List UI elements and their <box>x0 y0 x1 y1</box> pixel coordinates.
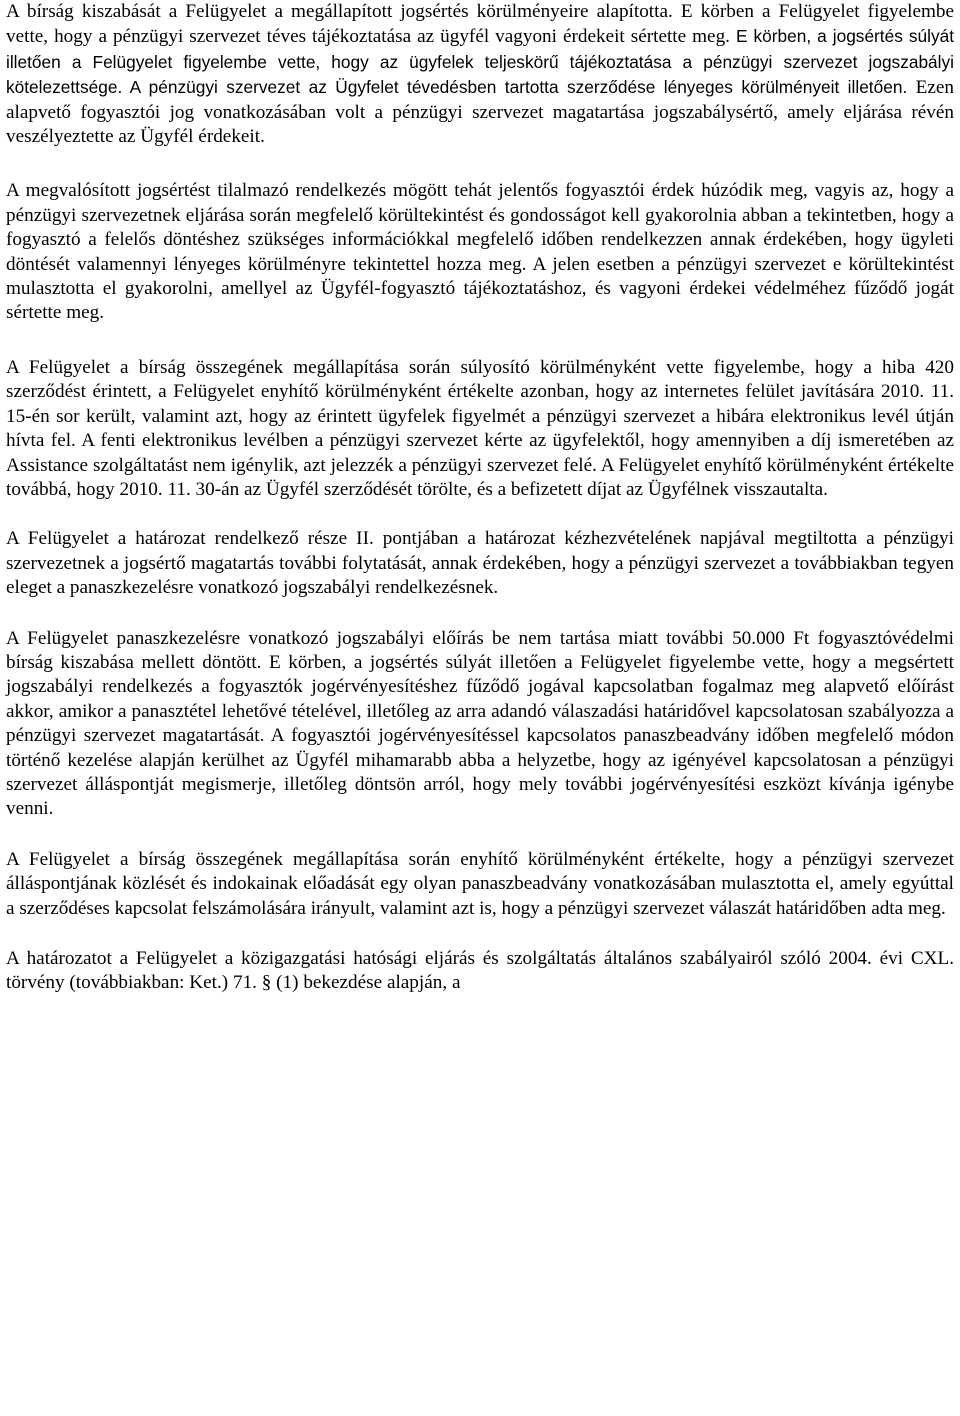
paragraph-segment: A bírság kiszabását a Felügyelet a megállapított jogsértés körülményeire alapította. E körben a Felügyelet figyelembe vette, hogy a pénzügyi szervezet téves tájékoztatása az ügyfél vagyoni érdekeit sértette meg. <box>6 1 954 48</box>
paragraph-segment: Ezen alapvető fogyasztói jog vonatkozásában volt a pénzügyi szervezet magatartása jogszabálysértő, amely eljárása révén veszélyeztette az Ügyfél érdekeit. <box>6 77 954 148</box>
paragraph-segment: A Felügyelet a bírság összegének megállapítása során enyhítő körülményként értékelte, hogy a pénzügyi szervezet álláspontjának közlését és indokainak előadását egy olyan panaszbeadvány vonatkozásában mulasztotta el, amely egyúttal a szerződéses kapcsolat felszámolására irányult, valamint azt is, hogy a pénzügyi szervezet válaszát határidőben adta meg. <box>6 848 954 919</box>
paragraph-segment: E körben, a jogsértés súlyát illetően a Felügyelet figyelembe vette, hogy az ügyfelek teljeskörű tájékoztatása a pénzügyi szervezet jogszabályi kötelezettsége. A pénzügyi szervezet az Ügyfelet tévedésben tartotta szerződése lényeges körülményeit illetően. <box>6 26 954 98</box>
paragraph-penalty-basis <box>6 0 954 149</box>
paragraph-aggravating-mitigating <box>6 356 954 502</box>
paragraph-segment: A Felügyelet panaszkezelésre vonatkozó jogszabályi előírás be nem tartása miatt további 50.000 Ft fogyasztóvédelmi bírság kiszabása mellett döntött. E körben, a jogsértés súlyát illetően a Felügyelet figyelembe vette, hogy a megsértett jogszabályi rendelkezés a fogyasztók jogérvényesítéshez fűződő jogával kapcsolatban fogalmaz meg alapvető előírást akkor, amikor a panasztétel lehetővé tételével, illetőleg az arra adandó válaszadási határidővel kapcsolatosan szabályozza a pénzügyi szervezet magatartását. A fogyasztói jogérvényesítéssel kapcsolatos panaszbeadvány időben megfelelő módon történő kezelése alapján kerülhet az Ügyfél mihamarabb abba a helyzetbe, hogy az igényével kapcsolatosan a pénzügyi szervezet álláspontját megismerje, illetőleg döntsön arról, hogy mely további jogérvényesítési eszközt kívánja igénybe venni. <box>6 627 954 820</box>
paragraph-complaint-handling-fine <box>6 627 954 822</box>
paragraph-segment: A Felügyelet a határozat rendelkező része II. pontjában a határozat kézhezvételének napjával megtiltotta a pénzügyi szervezetnek a jogsértő magatartás további folytatását, annak érdekében, hogy a pénzügyi szervezet a továbbiakban tegyen eleget a panaszkezelésre vonatkozó jogszabályi rendelkezésnek. <box>6 528 954 599</box>
paragraph-segment: A Felügyelet a bírság összegének megállapítása során súlyosító körülményként vette figyelembe, hogy a hiba 420 szerződést érintett, a Felügyelet enyhítő körülményként értékelte azonban, hogy az internetes felület javítására 2010. 11. 15-én sor került, valamint azt, hogy az érintett ügyfelek figyelmét a pénzügyi szervezet a hibára elektronikus levél útján hívta fel. A fenti elektronikus levélben a pénzügyi szervezet kérte az ügyfelektől, hogy amennyiben a díj ismeretében az Assistance szolgáltatást nem igénylik, azt jelezzék a pénzügyi szervezet felé. A Felügyelet enyhítő körülményként értékelte továbbá, hogy 2010. 11. 30-án az Ügyfél szerződését törölte, és a befizetett díjat az Ügyfélnek visszautalta. <box>6 356 954 500</box>
paragraph-segment: A határozatot a Felügyelet a közigazgatási hatósági eljárás és szolgáltatás általános szabályairól szóló 2004. évi CXL. törvény (továbbiakban: Ket.) 71. § (1) bekezdése alapján, a <box>6 948 954 994</box>
paragraph-consumer-interest <box>6 179 954 325</box>
paragraph-legal-basis <box>6 947 954 996</box>
paragraph-segment: A megvalósított jogsértést tilalmazó rendelkezés mögött tehát jelentős fogyasztói érdek húzódik meg, vagyis az, hogy a pénzügyi szervezetnek eljárása során megfelelő körültekintést és gondosságot kell gyakorolnia abban a tekintetben, hogy a fogyasztó a felelős döntéshez szükséges információkkal megfelelő időben rendelkezzen annak érdekében, hogy ügyleti döntését valamennyi lényeges körülményre tekintettel hozza meg. A jelen esetben a pénzügyi szervezet e körültekintést mulasztotta el gyakorolni, amellyel az Ügyfél-fogyasztó tájékoztatáshoz, és vagyoni érdekei védelméhez fűződő jogát sértette meg. <box>6 180 954 324</box>
paragraph-mitigating-circumstances <box>6 848 954 921</box>
document-page <box>6 0 954 996</box>
paragraph-prohibition <box>6 527 954 600</box>
